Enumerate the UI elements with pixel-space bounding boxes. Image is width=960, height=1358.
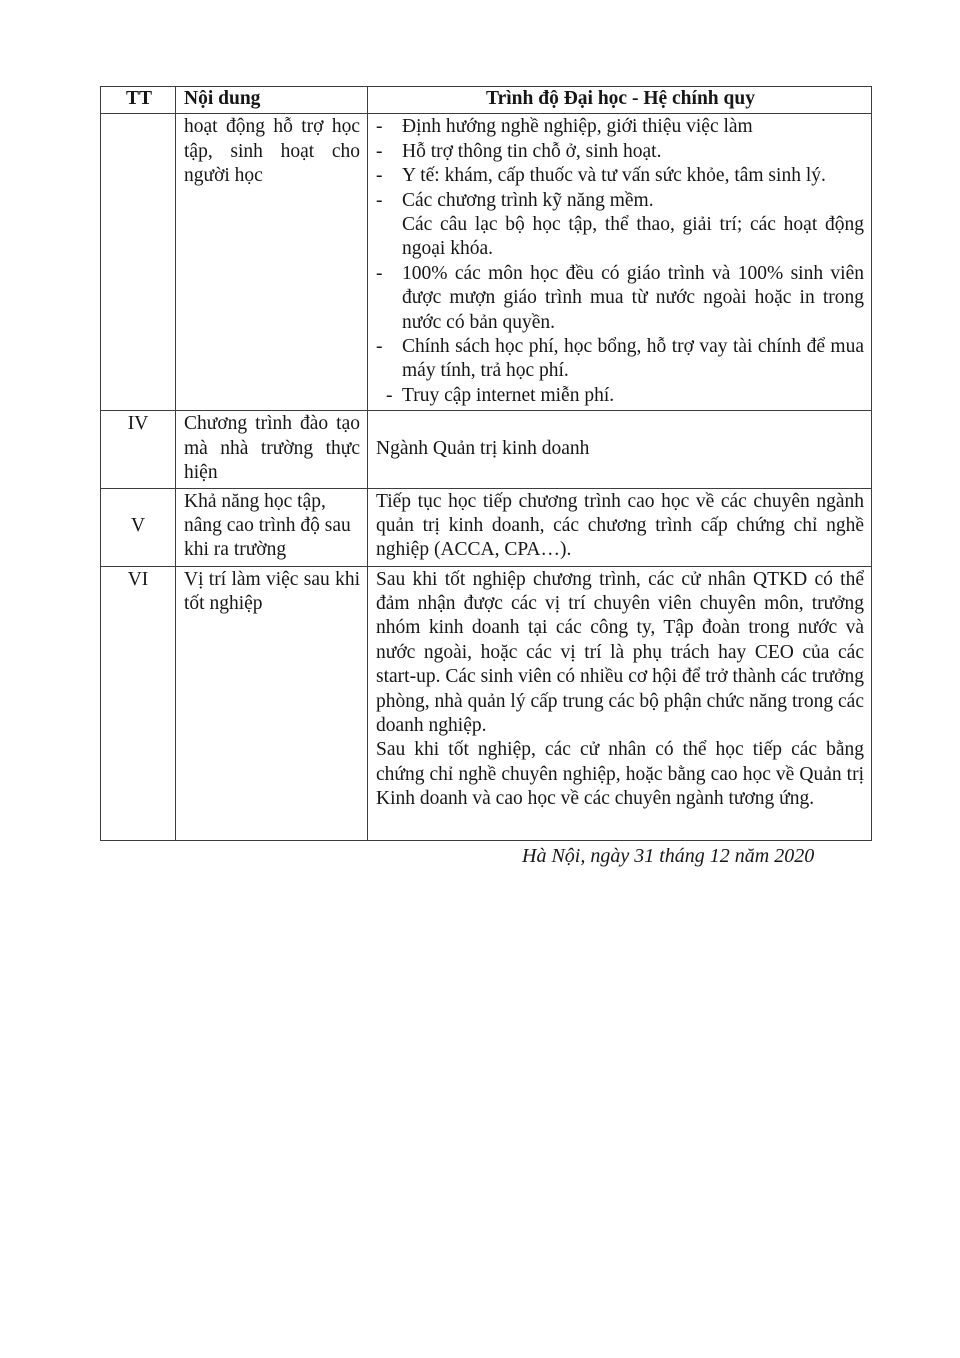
content-cell: Ngành Quản trị kinh doanh bbox=[368, 411, 872, 488]
paragraph: Sau khi tốt nghiệp chương trình, các cử nhân QTKD có thể đảm nhận được các vị trí chuyên viên chuyên môn, trưởng nhóm kinh doanh tại các công ty, Tập đoàn trong nước và nước ngoài, hoặc các vị trí là phụ trách hay CEO của các start-up. Các sinh viên có nhiều cơ hội để trở thành các trưởng phòng, nhà quản lý cấp trung các bộ phận chức năng trong các doanh nghiệp. bbox=[376, 568, 864, 737]
content-cell-paragraphs bbox=[368, 566, 872, 840]
bullet-marker bbox=[376, 213, 402, 262]
date-line: Hà Nội, ngày 31 tháng 12 năm 2020 bbox=[522, 845, 815, 867]
noi-dung-cell: hoạt động hỗ trợ học tập, sinh hoạt cho người học bbox=[176, 114, 368, 411]
bullet-marker: - bbox=[376, 336, 383, 358]
bullet-text: Các câu lạc bộ học tập, thể thao, giải trí; các hoạt động ngoại khóa. bbox=[402, 214, 864, 260]
bullet-marker: - bbox=[376, 116, 383, 138]
col-header-tt: TT bbox=[101, 87, 176, 114]
content-cell: Tiếp tục học tiếp chương trình cao học về các chuyên ngành quản trị kinh doanh, các chương trình cấp chứng chỉ nghề nghiệp (ACCA, CPA…). bbox=[368, 488, 872, 566]
table-header-row bbox=[101, 87, 872, 114]
bullet-item bbox=[376, 262, 864, 335]
noi-dung-cell: Vị trí làm việc sau khi tốt nghiệp bbox=[176, 566, 368, 840]
tt-cell-empty bbox=[101, 114, 176, 411]
bullet-text: Truy cập internet miễn phí. bbox=[402, 384, 615, 406]
bullet-text: Các chương trình kỹ năng mềm. bbox=[402, 189, 654, 211]
tt-cell: VI bbox=[101, 566, 176, 840]
bullet-marker: - bbox=[386, 384, 393, 406]
program-info-table bbox=[100, 86, 872, 841]
noi-dung-cell: Khả năng học tập, nâng cao trình độ sau khi ra trường bbox=[176, 488, 368, 566]
bullet-item bbox=[376, 115, 864, 139]
bullet-marker: - bbox=[376, 165, 383, 187]
bullet-item bbox=[376, 164, 864, 188]
col-header-noi-dung: Nội dung bbox=[176, 87, 368, 114]
paragraph: Sau khi tốt nghiệp, các cử nhân có thể học tiếp các bằng chứng chỉ nghề chuyên nghiệp, hoặc bằng cao học về Quản trị Kinh doanh và cao học về các chuyên ngành tương ứng. bbox=[376, 739, 864, 810]
bullet-item-continuation bbox=[376, 213, 864, 262]
table-row-vi-job-positions bbox=[101, 566, 872, 840]
bullet-text: Hỗ trợ thông tin chỗ ở, sinh hoạt. bbox=[402, 140, 662, 162]
noi-dung-cell: Chương trình đào tạo mà nhà trường thực hiện bbox=[176, 411, 368, 488]
bullet-marker: - bbox=[376, 189, 383, 211]
bullet-item bbox=[376, 335, 864, 384]
bullet-text: 100% các môn học đều có giáo trình và 100% sinh viên được mượn giáo trình mua từ nước ngoài hoặc in trong nước có bản quyền. bbox=[402, 262, 864, 333]
content-cell-bullets bbox=[368, 114, 872, 411]
bullet-item bbox=[376, 140, 864, 164]
bullet-item bbox=[376, 189, 864, 213]
tt-cell: V bbox=[101, 488, 176, 566]
table-row-iv-training-program bbox=[101, 411, 872, 488]
table-row-support-activities bbox=[101, 114, 872, 411]
col-header-trinh-do: Trình độ Đại học - Hệ chính quy bbox=[368, 87, 872, 114]
bullet-marker: - bbox=[376, 140, 383, 162]
bullet-text: Định hướng nghề nghiệp, giới thiệu việc làm bbox=[402, 116, 753, 138]
bullet-marker: - bbox=[376, 262, 383, 284]
bullet-text: Chính sách học phí, học bổng, hỗ trợ vay tài chính để mua máy tính, trả học phí. bbox=[402, 336, 864, 382]
bullet-text: Y tế: khám, cấp thuốc và tư vấn sức khỏe, tâm sinh lý. bbox=[402, 165, 826, 187]
tt-cell: IV bbox=[101, 411, 176, 488]
bullet-item bbox=[376, 384, 864, 408]
table-row-v-further-study bbox=[101, 488, 872, 566]
